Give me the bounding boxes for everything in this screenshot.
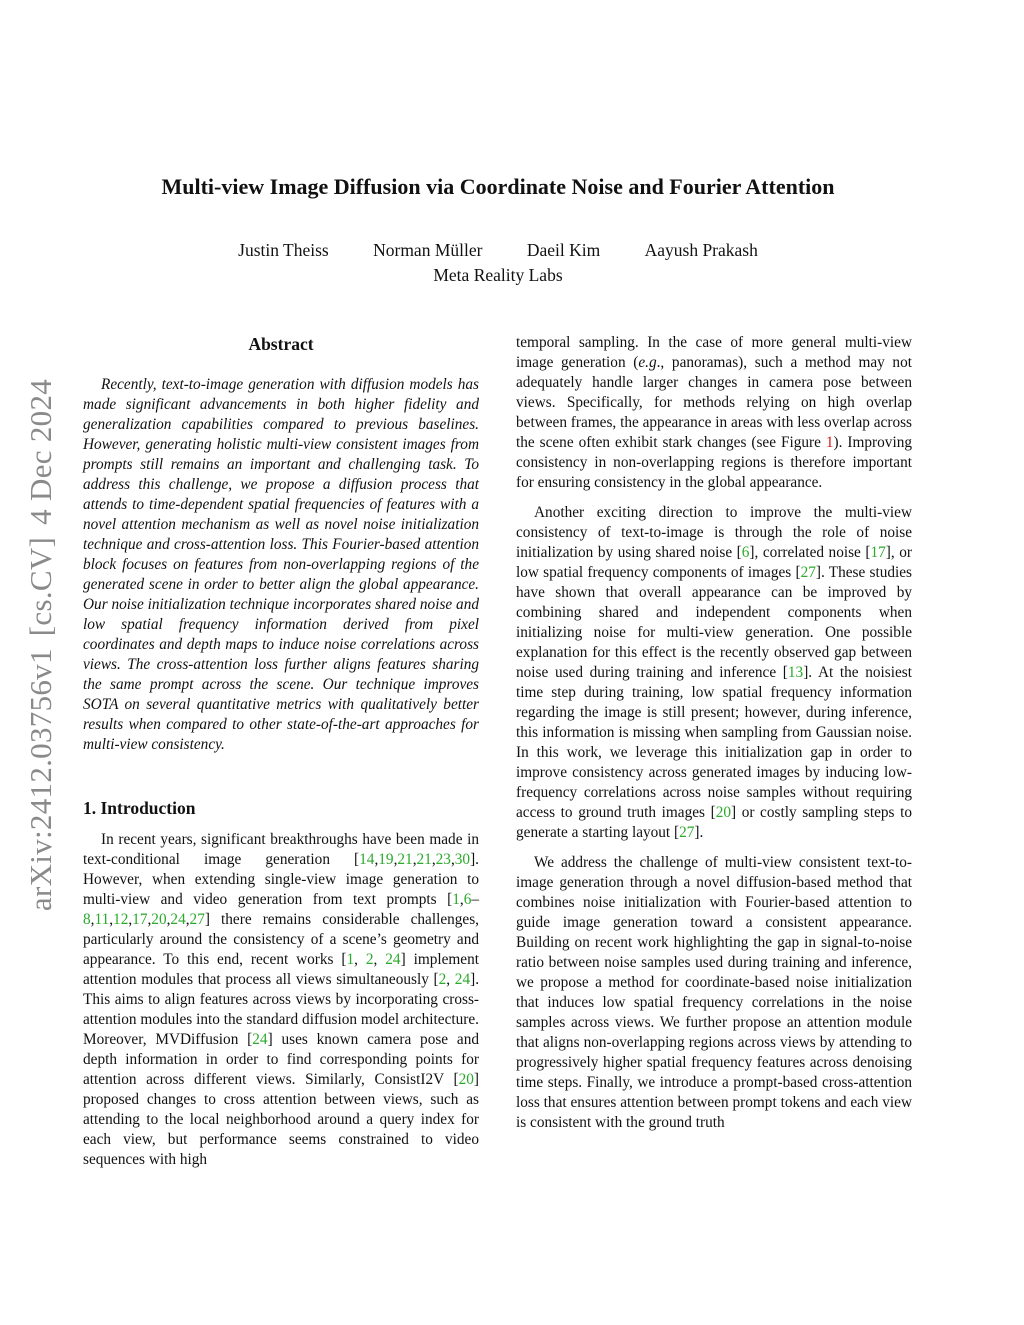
citation-link[interactable]: 21: [397, 851, 413, 868]
citation-link[interactable]: 27: [679, 824, 695, 841]
citation-link[interactable]: 20: [458, 1071, 474, 1088]
intro-paragraph-1: In recent years, significant breakthroughs have been made in text-conditional image generation [14,19,21,21,23,30]. However, when extending single-view image generation to multi-view and video generation from text prompts [1,6–8,11,12,17,20,24,27] there remains considerable challenges, particularly around the consistency of a scene’s geometry and appearance. To this end, recent works [1, 2, 24] implement attention modules that process all views simultaneously [2, 24]. This aims to align features across views by incorporating cross-attention modules into the standard diffusion model architecture. Moreover, MVDiffusion [24] uses known camera pose and depth information in order to find corresponding points for attention across different views. Similarly, ConsistI2V [20] proposed changes to cross attention between views, such as attending to the local neighborhood around a query index for each view, but performance seems constrained to video sequences with high: [83, 831, 480, 1168]
arxiv-category: [cs.CV]: [23, 536, 58, 637]
text-run: ]. This aims to align features across views by incorporating cross-attention modules into the standard diffusion model architecture. Moreover, MVDiffusion [: [83, 971, 480, 1048]
text-run: ] proposed changes to cross attention between views, such as attending to the local neighborhood around a query index for each view, but performance seems constrained to video sequences with high: [83, 1071, 479, 1168]
author-list: [100, 240, 896, 261]
author-name: Aayush Prakash: [644, 240, 758, 260]
citation-link[interactable]: 14: [359, 851, 375, 868]
author-name: Daeil Kim: [526, 240, 601, 260]
text-run: ], correlated noise [: [749, 544, 871, 561]
citation-link[interactable]: 12: [113, 911, 129, 928]
citation-link[interactable]: 30: [454, 851, 471, 868]
text-run: ]. At the noisiest time step during training, low spatial frequency information regarding the image is still present; however, during inference, this information is missing when sampling from Gaussian noise. In this work, we leverage this initialization gap in order to improve consistency across generated images by inducing low-frequency correlations across noise samples without requiring access to ground truth images [: [516, 664, 912, 821]
text-run: ] implement attention modules that process all views simultaneously [: [83, 951, 479, 988]
arxiv-id[interactable]: arXiv:2412.03756v1: [23, 648, 58, 912]
citation-link[interactable]: 23: [435, 851, 451, 868]
citation-link[interactable]: 2: [438, 971, 447, 988]
citation-link[interactable]: 11: [94, 911, 110, 928]
intro-paragraph-2: [516, 333, 912, 493]
citation-link[interactable]: 20: [151, 911, 167, 928]
text-run: ] there remains considerable challenges, particularly around the consistency of a scene’s geometry and appearance. To this end, recent works [: [83, 911, 479, 968]
text-run: ). Improving consistency in non-overlapping regions is therefore important for ensuring consistency in the global appearance.: [516, 434, 912, 491]
intro-paragraph-4: We address the challenge of multi-view consistent text-to-image generation through a novel diffusion-based method that combines noise initialization with Fourier-based attention to guide image generation toward a consistent appearance. Building on recent work highlighting the gap in signal-to-noise ratio between noise samples used during training and inference, we propose a method for coordinate-based noise initialization that induces low spatial frequency correlations in the noise samples across views. We further propose an attention module that aligns non-overlapping regions across views by attending to progressively higher spatial frequency features across denoising time steps. Finally, we introduce a prompt-based cross-attention loss that ensures attention between prompt tokens and each view is consistent with the ground truth: [516, 854, 912, 1131]
text-run: ]. However, when extending single-view image generation to multi-view and video generation from text prompts [: [83, 851, 479, 908]
citation-link[interactable]: 17: [132, 911, 148, 928]
citation-link[interactable]: 27: [800, 564, 816, 581]
text-run-italic: e.g: [638, 354, 657, 371]
text-run: ], or low spatial frequency components of images [: [516, 544, 912, 581]
abstract-text: Recently, text-to-image generation with diffusion models has made significant advancements in both higher fidelity and generalization capabilities compared to previous baselines. However, generating holistic multi-view consistent images from prompts still remains an important and challenging task. To address this challenge, we propose a diffusion process that attends to time-dependent spatial frequencies of features with a novel attention mechanism as well as novel noise initialization technique and cross-attention loss. This Fourier-based attention block focuses on features from non-overlapping regions of the generated scene in order to better align the global appearance. Our noise initialization technique incorporates shared noise and low spatial frequency information derived from pixel coordinates and depth maps to induce noise correlations across views. The cross-attention loss further aligns features sharing the same prompt across the scene. Our technique improves SOTA on several quantitative metrics with qualitatively better results when compared to other state-of-the-art approaches for multi-view consistency.: [83, 376, 479, 753]
intro-paragraph-3: [516, 503, 912, 843]
citation-link[interactable]: 13: [787, 664, 804, 681]
citation-link[interactable]: 17: [870, 544, 886, 561]
text-run: ].: [694, 824, 704, 841]
arxiv-date: 4 Dec 2024: [23, 378, 58, 525]
citation-link[interactable]: 6: [463, 891, 472, 908]
text-run: Another exciting direction to improve the multi-view consistency of text-to-image is through the role of noise initialization by using shared noise [: [516, 504, 912, 561]
citation-link[interactable]: 1: [346, 951, 355, 968]
text-run: ]. These studies have shown that overall appearance can be improved by combining shared and independent components when initializing noise for multi-view generation. One possible explanation for this effect is the recently observed gap between noise used during training and inference [: [516, 564, 912, 681]
citation-link[interactable]: 19: [378, 851, 394, 868]
citation-link[interactable]: 6: [741, 544, 750, 561]
text-run: In recent years, significant breakthroughs have been made in text-conditional image generation [: [83, 831, 479, 868]
citation-link[interactable]: 20: [715, 804, 731, 821]
text-run: ., panoramas), such a method may not adequately handle larger changes in camera pose between views. Specifically, for methods relying on high overlap between frames, the appearance in areas with less overlap across the scene often exhibit stark changes (see Figure: [516, 354, 912, 451]
abstract-heading: Abstract: [248, 334, 314, 354]
section-heading-introduction: 1. Introduction: [83, 798, 196, 818]
citation-link[interactable]: 2: [365, 951, 374, 968]
arxiv-stamp: [23, 373, 59, 917]
affiliation: Meta Reality Labs: [433, 265, 563, 285]
left-column: [83, 333, 479, 1180]
text-run: ] or costly sampling steps to generate a starting layout [: [516, 804, 913, 841]
citation-link[interactable]: 24: [170, 911, 186, 928]
author-name: Norman Müller: [373, 240, 483, 260]
citation-link[interactable]: 27: [189, 911, 205, 928]
citation-link[interactable]: 21: [416, 851, 432, 868]
citation-link[interactable]: 24: [252, 1031, 268, 1048]
citation-link[interactable]: 1: [452, 891, 460, 908]
citation-link[interactable]: 8: [83, 911, 91, 928]
citation-link[interactable]: 24: [385, 951, 401, 968]
paper-title: Multi-view Image Diffusion via Coordinate Noise and Fourier Attention: [161, 174, 835, 199]
citation-link[interactable]: 24: [454, 971, 471, 988]
text-run: temporal sampling. In the case of more general multi-view image generation (: [516, 334, 912, 371]
arxiv-sidebar: [22, 360, 60, 930]
right-column: [516, 333, 912, 1143]
figure-link[interactable]: 1: [825, 434, 834, 451]
author-name: Justin Theiss: [238, 240, 329, 260]
text-run: ] uses known camera pose and depth information in order to find corresponding points for attention across different views. Similarly, ConsistI2V [: [83, 1031, 479, 1088]
